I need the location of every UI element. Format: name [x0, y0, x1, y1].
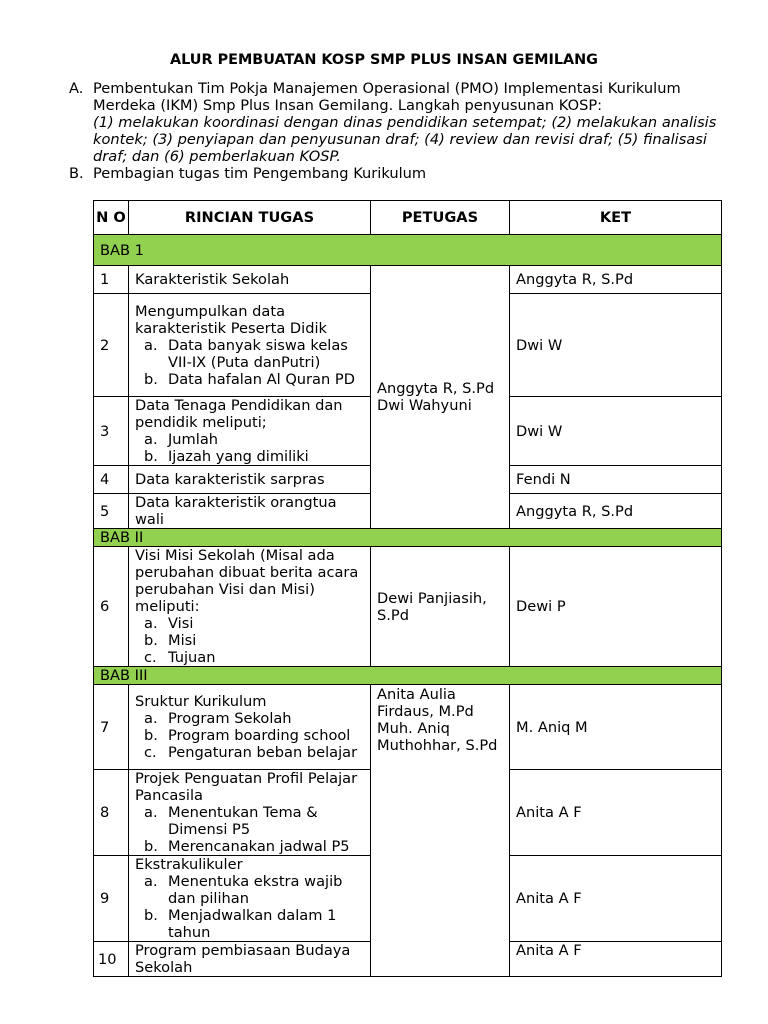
- table-row: [94, 266, 722, 294]
- sub-item: [135, 710, 364, 727]
- row-number: 3: [94, 397, 129, 466]
- sub-text: Data hafalan Al Quran PD: [168, 370, 355, 388]
- table-row: [94, 547, 722, 667]
- sub-marker: b.: [144, 632, 158, 649]
- row-task-title: Data Tenaga Pendidikan dan pendidik meliputi;: [135, 397, 343, 431]
- sub-marker: a.: [144, 336, 158, 354]
- sub-text: Visi: [168, 615, 194, 632]
- header-petugas: PETUGAS: [371, 201, 510, 235]
- item-a-label: A.: [69, 80, 84, 97]
- item-a-main: Pembentukan Tim Pokja Manajemen Operasional (PMO) Implementasi Kurikulum Merdeka (IKM) Smp Plus Insan Gemilang. Langkah penyusunan KOSP:: [93, 80, 681, 114]
- row-task: Data karakteristik orangtua wali: [129, 494, 371, 529]
- sub-text: Menjadwalkan dalam 1 tahun: [168, 907, 337, 941]
- sub-item: [135, 448, 364, 465]
- sub-text: Tujuan: [168, 649, 216, 666]
- row-number: 7: [94, 685, 129, 770]
- sub-text: Merencanakan jadwal P5: [168, 838, 350, 855]
- sub-item: [135, 649, 364, 666]
- sub-item: [135, 727, 364, 744]
- row-task: [129, 856, 371, 942]
- sub-item: [135, 431, 364, 448]
- row-task: Karakteristik Sekolah: [129, 266, 371, 294]
- row-task-title: Mengumpulkan data karakteristik Peserta Didik: [135, 302, 327, 337]
- row-ket: M. Aniq M: [510, 685, 722, 770]
- sub-item: [135, 615, 364, 632]
- sub-marker: c.: [144, 744, 157, 761]
- sub-marker: b.: [144, 370, 158, 388]
- row-ket: Anita A F: [510, 856, 722, 942]
- row-ket: Anggyta R, S.Pd: [510, 494, 722, 529]
- row-task-title: Projek Penguatan Profil Pelajar Pancasila: [135, 770, 358, 804]
- sub-text: Jumlah: [168, 431, 219, 448]
- row-ket: Dewi P: [510, 547, 722, 667]
- header-no: N O: [94, 201, 129, 235]
- sub-marker: b.: [144, 727, 158, 744]
- sub-item: [135, 337, 364, 371]
- sub-text: Menentukan Tema & Dimensi P5: [168, 804, 318, 838]
- row-task: Data karakteristik sarpras: [129, 466, 371, 494]
- sub-marker: b.: [144, 907, 158, 924]
- sub-text: Misi: [168, 632, 197, 649]
- row-task: [129, 397, 371, 466]
- sub-text: Program boarding school: [168, 727, 351, 744]
- row-ket: Anita A F: [510, 770, 722, 856]
- document-title: ALUR PEMBUATAN KOSP SMP PLUS INSAN GEMILANG: [170, 52, 598, 68]
- row-number: 6: [94, 547, 129, 667]
- petugas-cell: Anggyta R, S.Pd Dwi Wahyuni: [371, 266, 510, 529]
- row-ket: Dwi W: [510, 294, 722, 397]
- sub-item: [135, 838, 364, 855]
- sub-text: Ijazah yang dimiliki: [168, 448, 309, 465]
- sub-marker: a.: [144, 431, 158, 448]
- sub-text: Program Sekolah: [168, 710, 292, 727]
- header-rincian: RINCIAN TUGAS: [129, 201, 371, 235]
- row-task: Program pembiasaan Budaya Sekolah: [129, 942, 371, 977]
- row-number: 10: [94, 942, 129, 977]
- petugas-cell: Dewi Panjiasih, S.Pd: [371, 547, 510, 667]
- sub-marker: c.: [144, 649, 157, 666]
- item-b-label: B.: [69, 165, 84, 182]
- section-row-bab2: [94, 529, 722, 547]
- item-b-text: Pembagian tugas tim Pengembang Kurikulum: [93, 165, 427, 182]
- section-label: BAB 1: [94, 235, 722, 266]
- sub-item: [135, 632, 364, 649]
- item-a-steps: (1) melakukan koordinasi dengan dinas pendidikan setempat; (2) melakukan analisis kontek; (3) penyiapan dan penyusunan draf; (4) review dan revisi draf; (5) finalisasi draf; dan (6) pemberlakuan KOSP.: [93, 114, 717, 165]
- row-number: 5: [94, 494, 129, 529]
- row-task-title: Visi Misi Sekolah (Misal ada perubahan dibuat berita acara perubahan Visi dan Misi) meliputi:: [135, 547, 359, 615]
- sub-item: [135, 744, 364, 761]
- sub-marker: b.: [144, 448, 158, 465]
- item-a-text: [93, 80, 725, 165]
- row-task-title: Sruktur Kurikulum: [135, 693, 267, 710]
- section-label: BAB III: [94, 667, 722, 685]
- sub-item: [135, 907, 364, 941]
- row-task: [129, 294, 371, 397]
- row-ket: Anita A F: [510, 942, 722, 977]
- row-task: [129, 770, 371, 856]
- section-label: BAB II: [94, 529, 722, 547]
- row-task: [129, 547, 371, 667]
- sub-marker: a.: [144, 615, 158, 632]
- row-ket: Anggyta R, S.Pd: [510, 266, 722, 294]
- sub-text: Data banyak siswa kelas VII-IX (Puta danPutri): [168, 336, 348, 371]
- sub-marker: b.: [144, 838, 158, 855]
- sub-item: [135, 804, 364, 838]
- task-table: [93, 200, 722, 977]
- sub-text: Pengaturan beban belajar: [168, 744, 358, 761]
- table-row: [94, 685, 722, 770]
- sub-marker: a.: [144, 873, 158, 890]
- row-number: 9: [94, 856, 129, 942]
- sub-item: [135, 371, 364, 388]
- header-ket: KET: [510, 201, 722, 235]
- row-number: 8: [94, 770, 129, 856]
- row-ket: Dwi W: [510, 397, 722, 466]
- sub-marker: a.: [144, 804, 158, 821]
- sub-text: Menentuka ekstra wajib dan pilihan: [168, 873, 343, 907]
- row-number: 1: [94, 266, 129, 294]
- table-header-row: [94, 201, 722, 235]
- row-number: 4: [94, 466, 129, 494]
- row-task: [129, 685, 371, 770]
- section-row-bab1: [94, 235, 722, 266]
- section-row-bab3: [94, 667, 722, 685]
- row-task-title: Ekstrakulikuler: [135, 856, 243, 873]
- sub-marker: a.: [144, 710, 158, 727]
- intro-section: [69, 80, 729, 190]
- petugas-cell: Anita Aulia Firdaus, M.Pd Muh. Aniq Muthohhar, S.Pd: [371, 685, 510, 977]
- row-number: 2: [94, 294, 129, 397]
- sub-item: [135, 873, 364, 907]
- row-ket: Fendi N: [510, 466, 722, 494]
